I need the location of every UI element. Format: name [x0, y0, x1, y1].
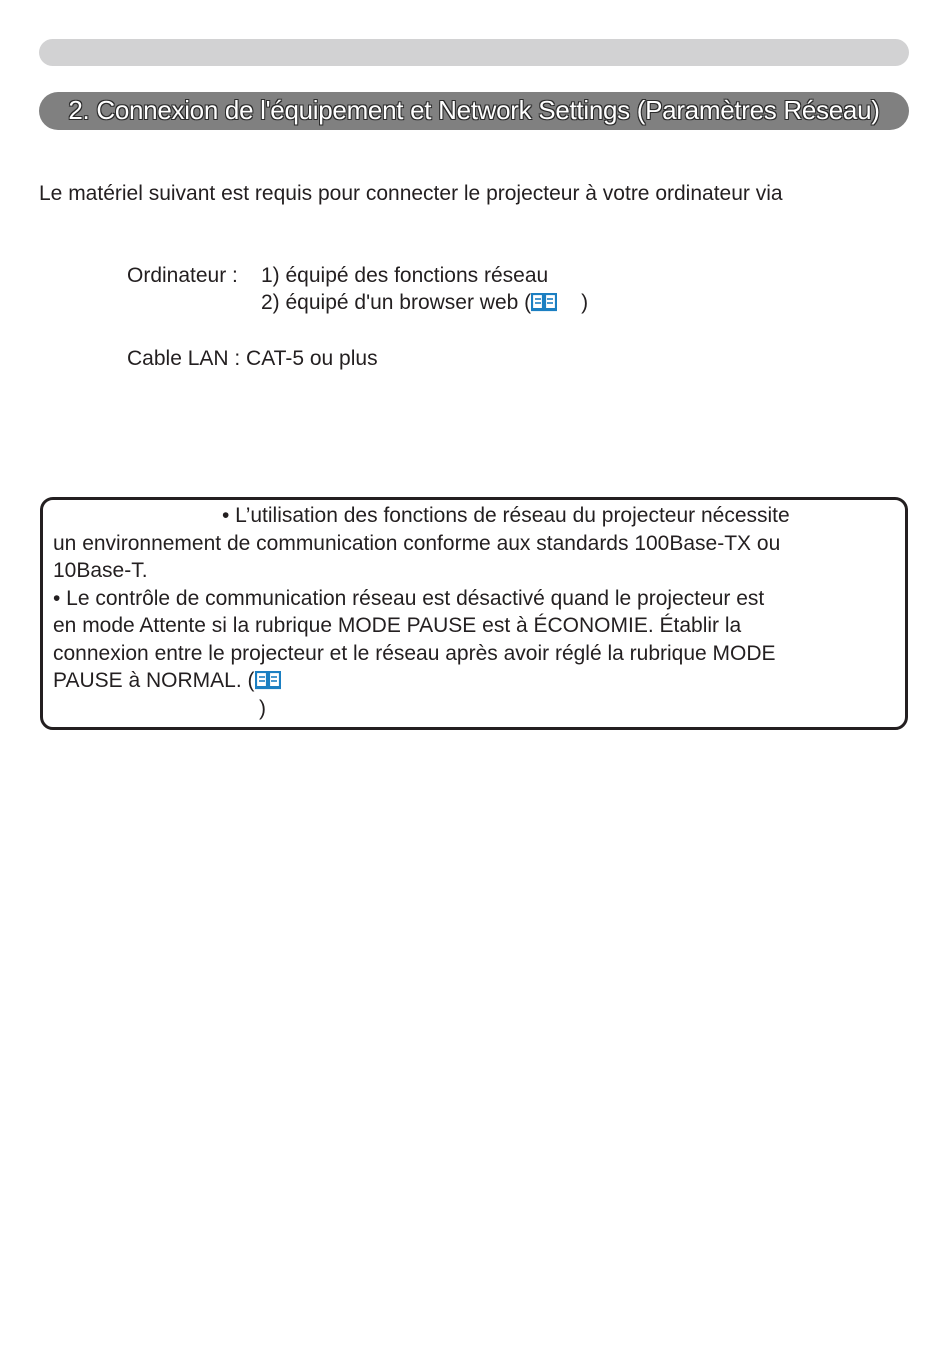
section-title-bar	[39, 92, 909, 130]
note-line-7	[53, 667, 281, 694]
book-icon[interactable]	[255, 670, 281, 689]
note-line-7-text: PAUSE à NORMAL. (	[53, 669, 255, 692]
intro-paragraph: Le matériel suivant est requis pour connecter le projecteur à votre ordinateur via	[39, 182, 783, 205]
section-title: 2. Connexion de l'équipement et Network Settings (Paramètres Réseau)	[68, 94, 880, 125]
computer-requirement-item-2-close: )	[581, 291, 589, 314]
top-decorative-bar	[39, 39, 909, 66]
computer-requirement-item-2	[261, 289, 588, 316]
book-icon[interactable]	[531, 292, 557, 311]
note-line-4: • Le contrôle de communication réseau est désactivé quand le projecteur est	[53, 587, 765, 610]
note-line-8: )	[259, 697, 266, 720]
note-line-3: 10Base-T.	[53, 559, 148, 582]
cable-requirement: Cable LAN : CAT-5 ou plus	[127, 347, 378, 370]
computer-requirement-item-2-text: 2) équipé d'un browser web (	[261, 291, 532, 314]
computer-requirement-label: Ordinateur :	[127, 264, 238, 287]
note-line-1: • L’utilisation des fonctions de réseau du projecteur nécessite	[222, 504, 790, 527]
computer-requirement-item-1: 1) équipé des fonctions réseau	[261, 264, 549, 287]
note-line-6: connexion entre le projecteur et le réseau après avoir réglé la rubrique MODE	[53, 642, 776, 665]
note-line-2: un environnement de communication conforme aux standards 100Base-TX ou	[53, 532, 781, 555]
note-line-5: en mode Attente si la rubrique MODE PAUSE est à ÉCONOMIE. Établir la	[53, 614, 742, 637]
